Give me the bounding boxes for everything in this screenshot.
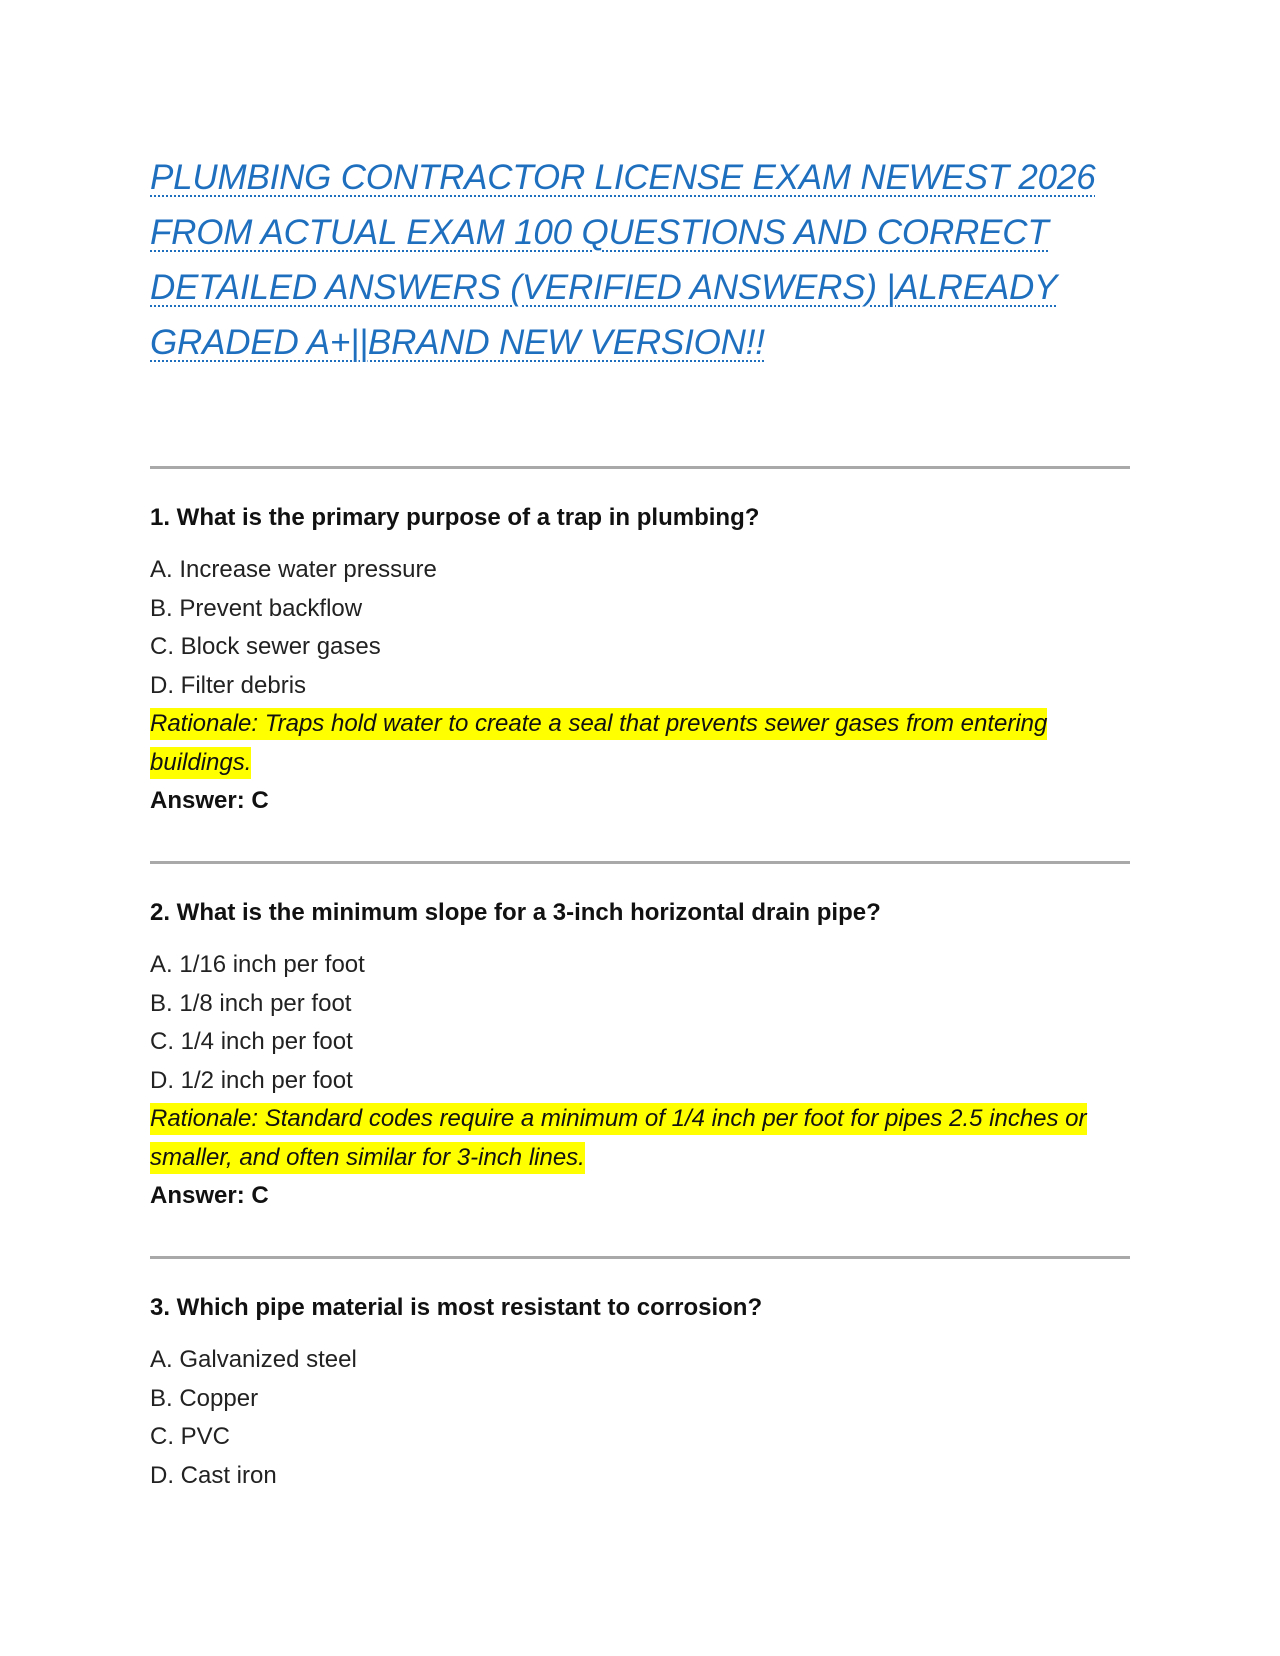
rationale-text: Rationale: Traps hold water to create a seal that prevents sewer gases from entering buildings. xyxy=(150,708,1047,779)
option-b: B. Copper xyxy=(150,1384,259,1412)
rationale xyxy=(150,705,1090,782)
answer-key: Answer: C xyxy=(150,1182,269,1209)
question-block-3 xyxy=(150,1256,1130,1495)
option-c: C. 1/4 inch per foot xyxy=(150,1028,353,1055)
answer-options xyxy=(150,1341,1130,1495)
rationale-text: Rationale: Standard codes require a minimum of 1/4 inch per foot for pipes 2.5 inches or smaller, and often similar for 3-inch lines. xyxy=(150,1103,1087,1174)
option-a: A. 1/16 inch per foot xyxy=(150,951,365,978)
answer-options xyxy=(150,551,1130,705)
option-a: A. Galvanized steel xyxy=(150,1346,357,1373)
option-d: D. 1/2 inch per foot xyxy=(150,1066,353,1094)
question-block-1 xyxy=(150,466,1130,821)
document-title[interactable]: PLUMBING CONTRACTOR LICENSE EXAM NEWEST 2026 FROM ACTUAL EXAM 100 QUESTIONS AND CORRECT DETAILED ANSWERS (VERIFIED ANSWERS) |ALREADY GRADED A+||BRAND NEW VERSION!! xyxy=(150,158,1096,362)
option-c: C. Block sewer gases xyxy=(150,633,381,660)
question-text: 1. What is the primary purpose of a trap in plumbing? xyxy=(150,504,760,531)
rationale xyxy=(150,1100,1090,1177)
section-divider xyxy=(150,861,1130,864)
option-b: B. Prevent backflow xyxy=(150,594,363,622)
section-divider xyxy=(150,466,1130,469)
question-block-2 xyxy=(150,861,1130,1216)
option-d: D. Cast iron xyxy=(150,1461,277,1489)
option-c: C. PVC xyxy=(150,1423,231,1450)
question-text: 3. Which pipe material is most resistant to corrosion? xyxy=(150,1294,763,1321)
answer-key: Answer: C xyxy=(150,787,269,814)
option-b: B. 1/8 inch per foot xyxy=(150,989,352,1017)
section-divider xyxy=(150,1256,1130,1259)
option-d: D. Filter debris xyxy=(150,671,307,699)
question-text: 2. What is the minimum slope for a 3-inch horizontal drain pipe? xyxy=(150,899,881,926)
answer-options xyxy=(150,946,1130,1100)
option-a: A. Increase water pressure xyxy=(150,556,437,583)
